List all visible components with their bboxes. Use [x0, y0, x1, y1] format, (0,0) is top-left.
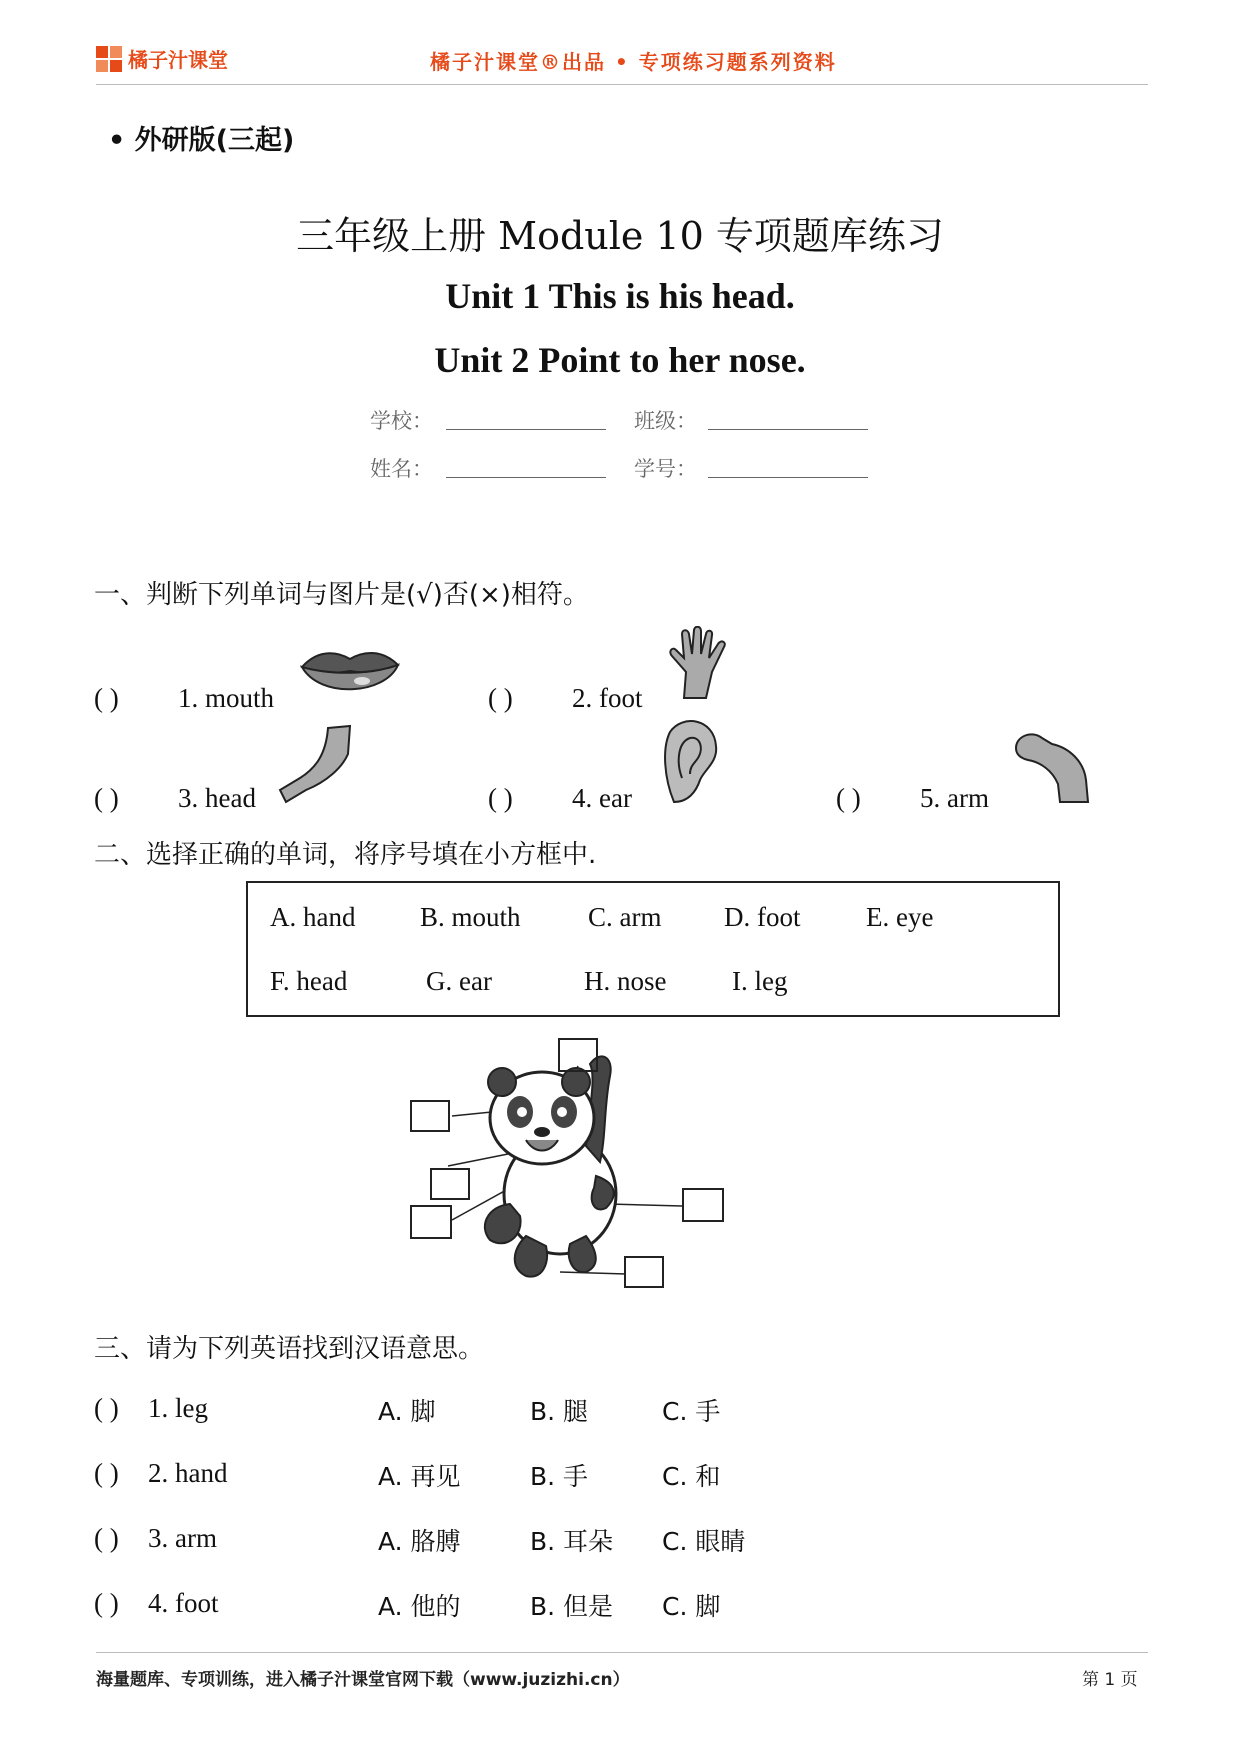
brand-name: 橘子汁课堂: [128, 48, 228, 72]
footer-text: 海量题库、专项训练，进入橘子汁课堂官网下载（www.juzizhi.cn）: [96, 1670, 630, 1690]
s3-q3-c: C. 眼睛: [662, 1527, 746, 1556]
s1-q3-label: 3. head: [178, 783, 256, 813]
s1-q4-label: 4. ear: [572, 783, 632, 813]
s3-q1-paren[interactable]: ( ): [94, 1393, 119, 1423]
number-label: 学号：: [634, 457, 697, 481]
class-field[interactable]: [708, 429, 868, 430]
fist-arm-icon: [1012, 728, 1090, 804]
answer-box-right[interactable]: [682, 1188, 724, 1222]
s1-q3-paren[interactable]: ( ): [94, 783, 119, 813]
section1-heading: 一、判断下列单词与图片是(√)否(×)相符。: [94, 580, 589, 610]
option-b: B. mouth: [420, 902, 521, 932]
s1-q2-label: 2. foot: [572, 683, 643, 713]
s3-q4-a: A. 他的: [378, 1592, 461, 1621]
s3-q2-a: A. 再见: [378, 1462, 461, 1491]
name-field[interactable]: [446, 477, 606, 478]
s3-q2-b: B. 手: [530, 1462, 589, 1491]
s3-q1-a: A. 脚: [378, 1397, 436, 1426]
s3-q2-word: 2. hand: [148, 1458, 228, 1488]
s3-q1-b: B. 腿: [530, 1397, 589, 1426]
unit1-title: Unit 1 This is his head.: [445, 276, 795, 316]
option-c: C. arm: [588, 902, 662, 932]
s1-q5-label: 5. arm: [920, 783, 989, 813]
school-label: 学校：: [370, 409, 433, 433]
page-number: 第 1 页: [1082, 1670, 1138, 1690]
s3-q3-a: A. 胳膊: [378, 1527, 461, 1556]
s3-q2-c: C. 和: [662, 1462, 721, 1491]
option-h: H. nose: [584, 966, 667, 996]
s3-q4-c: C. 脚: [662, 1592, 721, 1621]
answer-box-left2[interactable]: [430, 1168, 470, 1200]
page-title: 三年级上册 Module 10 专项题库练习: [296, 214, 944, 258]
answer-box-top[interactable]: [558, 1038, 598, 1072]
s3-q4-b: B. 但是: [530, 1592, 614, 1621]
hand-icon: [664, 626, 730, 702]
s3-q3-word: 3. arm: [148, 1523, 217, 1553]
section2-heading: 二、选择正确的单词，将序号填在小方框中.: [94, 840, 597, 870]
class-label: 班级：: [634, 409, 697, 433]
arm-icon: [276, 724, 356, 804]
s3-q3-paren[interactable]: ( ): [94, 1523, 119, 1553]
ear-icon: [660, 718, 720, 804]
s3-q1-word: 1. leg: [148, 1393, 208, 1423]
name-label: 姓名：: [370, 457, 433, 481]
option-i: I. leg: [732, 966, 788, 996]
option-d: D. foot: [724, 902, 801, 932]
s3-q1-c: C. 手: [662, 1397, 721, 1426]
panda-icon: [400, 1036, 740, 1292]
header-divider: [96, 84, 1148, 85]
s3-q3-b: B. 耳朵: [530, 1527, 614, 1556]
s1-q5-paren[interactable]: ( ): [836, 783, 861, 813]
section3-heading: 三、请为下列英语找到汉语意思。: [94, 1334, 485, 1364]
answer-box-bottom[interactable]: [624, 1256, 664, 1288]
option-g: G. ear: [426, 966, 492, 996]
answer-box-left1[interactable]: [410, 1100, 450, 1132]
brand-logo: [96, 44, 228, 73]
edition-label: • 外研版(三起): [108, 125, 295, 156]
s3-q2-paren[interactable]: ( ): [94, 1458, 119, 1488]
footer-divider: [96, 1652, 1148, 1653]
option-a: A. hand: [270, 902, 356, 932]
option-e: E. eye: [866, 902, 934, 932]
s1-q2-paren[interactable]: ( ): [488, 683, 513, 713]
lips-icon: [300, 645, 400, 703]
header-title: 橘子汁课堂®出品 • 专项练习题系列资料: [430, 50, 837, 74]
s1-q1-label: 1. mouth: [178, 683, 275, 713]
s3-q4-word: 4. foot: [148, 1588, 219, 1618]
s1-q1-paren[interactable]: ( ): [94, 683, 119, 713]
logo-icon: [96, 46, 122, 72]
s1-q4-paren[interactable]: ( ): [488, 783, 513, 813]
s3-q4-paren[interactable]: ( ): [94, 1588, 119, 1618]
answer-box-left3[interactable]: [410, 1205, 452, 1239]
number-field[interactable]: [708, 477, 868, 478]
option-f: F. head: [270, 966, 348, 996]
unit2-title: Unit 2 Point to her nose.: [434, 340, 806, 380]
school-field[interactable]: [446, 429, 606, 430]
